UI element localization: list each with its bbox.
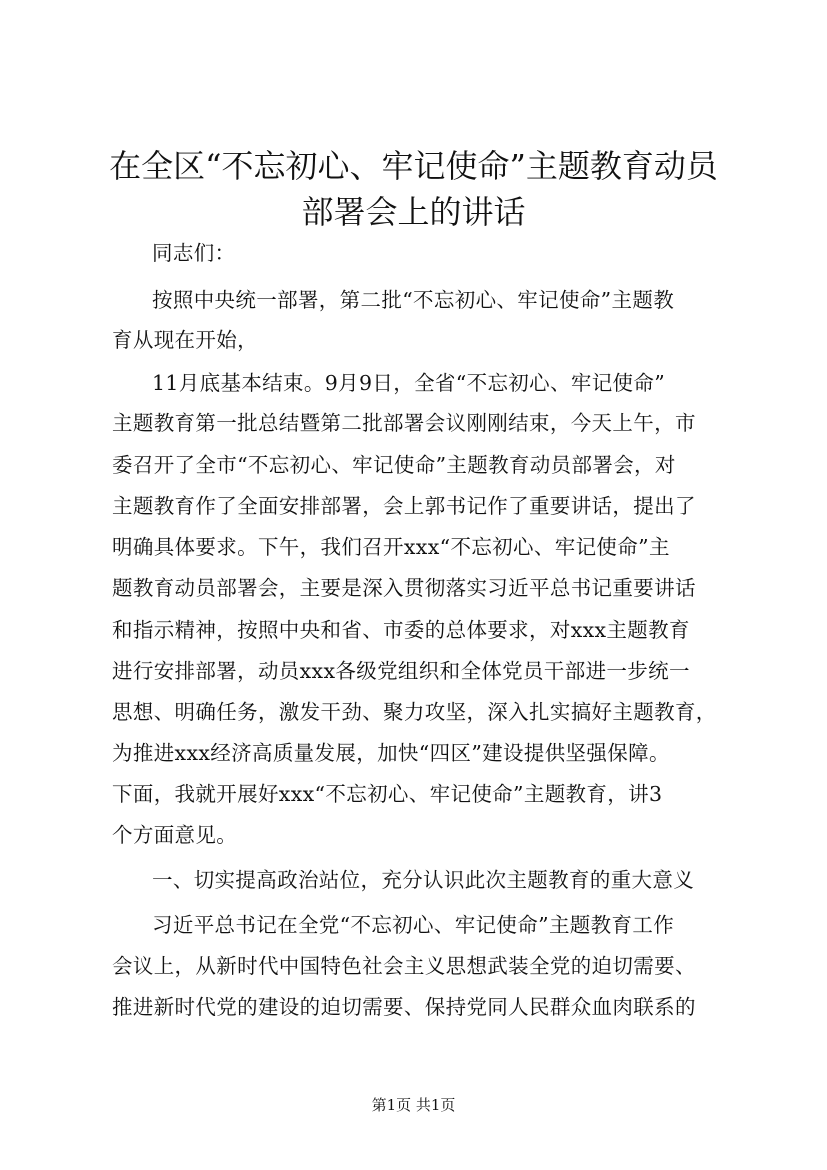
body-line: 按照中央统一部署，第二批“不忘初心、牢记使命”主题教 <box>152 288 675 312</box>
body-line: 题教育动员部署会，主要是深入贯彻落实习近平总书记重要讲话 <box>112 576 696 600</box>
body-line: 个方面意见。 <box>112 823 238 847</box>
body-line: 为推进xxx经济高质量发展，加快“四区”建设提供坚强保障。 <box>112 741 670 765</box>
document-title <box>90 143 737 235</box>
body-line: 明确具体要求。下午，我们召开xxx“不忘初心、牢记使命”主 <box>112 535 670 559</box>
body-line: 进行安排部署，动员xxx各级党组织和全体党员干部进一步统一 <box>112 659 690 683</box>
body-line: 育从现在开始， <box>112 328 258 352</box>
body-line: 下面，我就开展好xxx“不忘初心、牢记使命”主题教育，讲3 <box>112 782 663 806</box>
title-line-2: 部署会上的讲话 <box>301 193 526 231</box>
title-line-1: 在全区“不忘初心、牢记使命”主题教育动员 <box>109 147 718 185</box>
body-line: 和指示精神，按照中央和省、市委的总体要求，对xxx主题教育 <box>112 618 690 642</box>
page-footer: 第1页 共1页 <box>371 1096 456 1114</box>
body-line: 主题教育作了全面安排部署，会上郭书记作了重要讲话，提出了 <box>112 494 696 518</box>
body-line: 委召开了全市“不忘初心、牢记使命”主题教育动员部署会，对 <box>112 453 676 477</box>
body-line: 习近平总书记在全党“不忘初心、牢记使命”主题教育工作 <box>152 913 675 937</box>
section-heading: 一、切实提高政治站位，充分认识此次主题教育的重大意义 <box>152 868 695 892</box>
body-line: 同志们： <box>152 241 236 265</box>
body-line: 推进新时代党的建设的迫切需要、保持党同人民群众血肉联系的 <box>112 995 696 1019</box>
body-line: 11月底基本结束。9月9日，全省“不忘初心、牢记使命” <box>152 371 666 395</box>
body-line: 会议上，从新时代中国特色社会主义思想武装全党的迫切需要、 <box>112 954 696 978</box>
body-line: 主题教育第一批总结暨第二批部署会议刚刚结束，今天上午，市 <box>112 411 696 435</box>
body-line: 思想、明确任务，激发干劲、聚力攻坚，深入扎实搞好主题教育， <box>112 700 717 724</box>
